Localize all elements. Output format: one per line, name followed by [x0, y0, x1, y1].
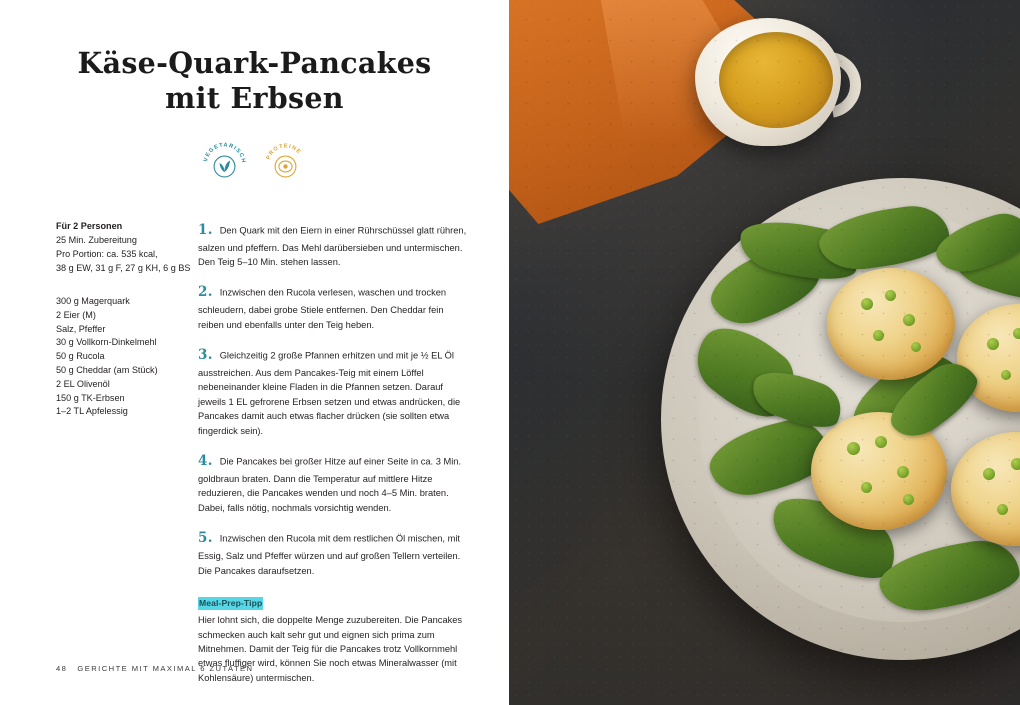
- instruction-step: [198, 345, 467, 438]
- pea: [1011, 458, 1020, 470]
- pea: [1013, 328, 1020, 339]
- page-title: [45, 46, 465, 117]
- badge-row: [0, 139, 509, 186]
- step-number: 3.: [198, 347, 213, 364]
- instruction-step: [198, 220, 467, 270]
- rocket-leaf: [816, 201, 953, 275]
- meta-line-1: Pro Portion: ca. 535 kcal,: [56, 249, 158, 260]
- tip-text: Hier lohnt sich, die doppelte Menge zuzubereiten. Die Pancakes schmecken auch kalt sehr gut und eignen sich prima zum Mitnehmen. Damit der Teig für die Pancakes trotz Vollkornmehl etwas fluffiger wird, können Sie noch etwas Mineralwasser (mit Kohlensäure) untermischen.: [198, 615, 463, 683]
- pancake: [811, 412, 947, 530]
- orange-napkin: [509, 0, 809, 290]
- pea: [875, 436, 887, 448]
- rocket-leaf: [762, 482, 906, 592]
- step-number: 4.: [198, 453, 213, 470]
- rocket-leaf: [683, 311, 809, 431]
- rocket-leaf: [880, 352, 986, 447]
- pea: [885, 290, 896, 301]
- olive-oil-liquid: [719, 32, 833, 128]
- ingredients-list: [56, 295, 196, 419]
- rocket-leaf: [930, 206, 1020, 279]
- instruction-step: [198, 451, 467, 515]
- list-item: 1–2 TL Apfelessig: [56, 406, 128, 417]
- pea: [997, 504, 1008, 515]
- rocket-leaf: [746, 362, 848, 437]
- cup-body: [695, 18, 841, 146]
- step-number: 5.: [198, 530, 213, 547]
- food-photograph: [509, 0, 1020, 705]
- footer-section: GERICHTE MIT MAXIMAL 6 ZUTATEN: [77, 664, 254, 673]
- instruction-step: [198, 528, 467, 578]
- recipe-title-line2: mit Erbsen: [165, 81, 344, 116]
- recipe-text-page: [0, 0, 509, 705]
- list-item: 150 g TK-Erbsen: [56, 392, 125, 403]
- list-item: Salz, Pfeffer: [56, 323, 106, 334]
- oil-cup: [687, 18, 855, 158]
- pea: [847, 442, 860, 455]
- list-item: 50 g Cheddar (am Stück): [56, 364, 158, 375]
- list-item: 2 EL Olivenöl: [56, 378, 110, 389]
- proteine-badge: [262, 139, 309, 186]
- rocket-leaf: [735, 212, 863, 288]
- pea: [861, 482, 872, 493]
- pea: [861, 298, 873, 310]
- rocket-leaf: [840, 341, 979, 462]
- recipe-photo-page: [509, 0, 1020, 705]
- step-text: Gleichzeitig 2 große Pfannen erhitzen und mit je ½ EL Öl ausstreichen. Aus dem Pancakes-Teig mit einem Löffel nebeneinander kleine Fladen in die Pfannen setzen. Darauf jeweils 1 EL gefrorene Erbsen setzen und etwas andrücken, die Pancakes damit auch etwas flacher drücken (sie sollten etwa fingerdick sein).: [198, 350, 461, 436]
- step-number: 2.: [198, 284, 213, 301]
- list-item: 30 g Vollkorn-Dinkelmehl: [56, 337, 157, 348]
- plate-inner-surface: [699, 216, 1020, 622]
- page-footer: [56, 664, 253, 673]
- ingredients-column: [56, 220, 196, 686]
- step-number: 1.: [198, 221, 213, 238]
- page-number: 48: [56, 664, 68, 673]
- cup-handle: [782, 39, 874, 131]
- step-text: Den Quark mit den Eiern in einer Rührschüssel glatt rühren, salzen und pfeffern. Das Mehl darübersieben und untermischen. Den Teig 5–10 Min. stehen lassen.: [198, 225, 467, 267]
- pea: [987, 338, 999, 350]
- tip-label: Meal-Prep-Tipp: [198, 597, 263, 610]
- pancake: [951, 432, 1020, 546]
- pea: [873, 330, 884, 341]
- list-item: 50 g Rucola: [56, 351, 105, 362]
- serving-plate: [661, 178, 1020, 660]
- pancake: [827, 268, 955, 380]
- instruction-step: [198, 282, 467, 332]
- step-text: Inzwischen den Rucola verlesen, waschen und trocken schleudern, dabei grobe Stiele entfernen. Den Cheddar fein reiben und ebenfalls unter den Teig heben.: [198, 287, 447, 330]
- list-item: 2 Eier (M): [56, 309, 96, 320]
- pea: [903, 314, 915, 326]
- recipe-title-line1: Käse-Quark-Pancakes: [77, 46, 432, 80]
- svg-text:PROTEINE: PROTEINE: [265, 143, 302, 161]
- step-text: Inzwischen den Rucola mit dem restlichen Öl mischen, mit Essig, Salz und Pfeffer würzen und auf großen Tellern verteilen. Die Pancakes daraufsetzen.: [198, 533, 461, 576]
- servings-label: Für 2 Personen: [56, 220, 123, 231]
- recipe-body: [0, 220, 509, 686]
- list-item: 300 g Magerquark: [56, 295, 130, 306]
- rocket-leaf: [702, 238, 826, 335]
- meta-line-0: 25 Min. Zubereitung: [56, 235, 137, 246]
- vegetarisch-badge: [201, 139, 248, 186]
- pea: [1001, 370, 1011, 380]
- pancake: [957, 304, 1020, 412]
- pea: [903, 494, 914, 505]
- rocket-leaf: [990, 442, 1020, 555]
- svg-text:VEGETARISCH: VEGETARISCH: [202, 142, 246, 164]
- rocket-leaf: [703, 412, 835, 503]
- rocket-leaf: [943, 219, 1020, 311]
- pea: [983, 468, 995, 480]
- pea: [911, 342, 921, 352]
- instructions-column: [196, 220, 467, 686]
- title-block: [0, 46, 509, 186]
- napkin-fold: [599, 0, 749, 210]
- step-text: Die Pancakes bei großer Hitze auf einer Seite in ca. 3 Min. goldbraun braten. Dann die Temperatur auf mittlere Hitze reduzieren, die Pancakes wenden und noch 4–5 Min. braten. Dabei, falls nötig, nochmals vorsichtig wenden.: [198, 456, 462, 513]
- rocket-leaf: [875, 534, 1020, 617]
- meta-line-2: 38 g EW, 31 g F, 27 g KH, 6 g BS: [56, 263, 191, 274]
- pea: [897, 466, 909, 478]
